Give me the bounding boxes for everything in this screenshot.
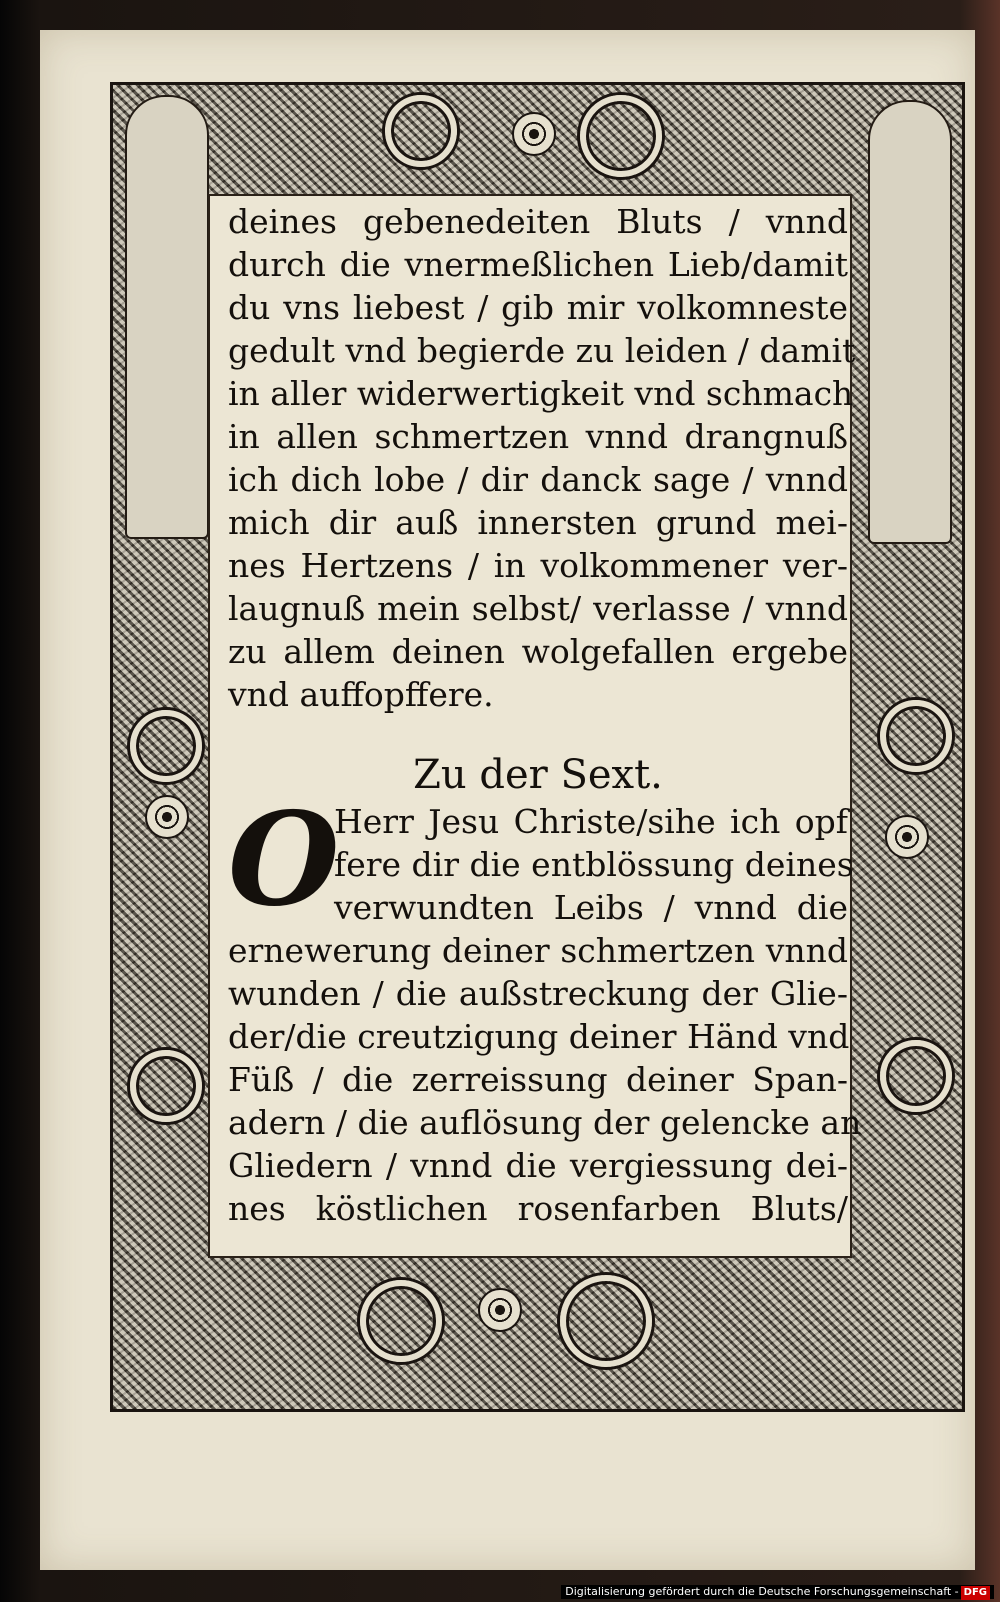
credit-text: Digitalisierung gefördert durch die Deutsche Forschungsgemeinschaft -: [565, 1585, 959, 1598]
text-line: vnd auffopffere.: [228, 675, 494, 714]
text-line: deines gebenedeiten Bluts / vnnd: [228, 202, 848, 241]
right-scroll-ornament: [880, 700, 952, 772]
text-line: ich dich lobe / dir danck sage / vnnd: [228, 460, 848, 499]
right-figure-ornament: [868, 100, 952, 544]
text-line: laugnuß mein selbst/ verlasse / vnnd: [228, 589, 848, 628]
text-line: mich dir auß innersten grund mei-: [228, 503, 848, 542]
bottom-scroll-ornament-2: [360, 1280, 442, 1362]
digitization-credit: [561, 1585, 994, 1599]
top-scroll-ornament-2: [385, 95, 457, 167]
text-line: der/die creutzigung deiner Händ vnd: [228, 1017, 850, 1056]
text-line: durch die vnermeßlichen Lieb/damit: [228, 245, 848, 284]
dfg-logo-icon: DFG: [961, 1586, 990, 1600]
text-line: in allen schmertzen vnnd drangnuß: [228, 417, 848, 456]
body-text: [228, 200, 856, 716]
section-text: [228, 800, 862, 1230]
top-scroll-ornament: [580, 95, 662, 177]
right-rosette-ornament: [885, 815, 929, 859]
left-rosette-ornament: [145, 795, 189, 839]
top-rosette-ornament: [512, 112, 556, 156]
text-line: du vns liebest / gib mir volkomneste: [228, 288, 848, 327]
text-line: gedult vnd begierde zu leiden / damit: [228, 331, 856, 370]
text-line: Gliedern / vnnd die vergiessung dei-: [228, 1146, 848, 1185]
left-scroll-ornament: [130, 710, 202, 782]
right-scroll-ornament-2: [880, 1040, 952, 1112]
text-line: nes Hertzens / in volkommener ver-: [228, 546, 848, 585]
bottom-rosette-ornament: [478, 1288, 522, 1332]
text-line: ernewerung deiner schmertzen vnnd: [228, 931, 848, 970]
text-line: Füß / die zerreissung deiner Span-: [228, 1060, 848, 1099]
left-scroll-ornament-2: [130, 1050, 202, 1122]
text-line: Herr Jesu Christe/sihe ich opf: [334, 802, 848, 841]
drop-cap-initial: O: [228, 785, 340, 935]
text-line: fere dir die entblössung deines: [334, 845, 854, 884]
text-line: adern / die auflösung der gelencke an: [228, 1103, 862, 1142]
bottom-scroll-ornament: [560, 1275, 652, 1367]
text-line: nes köstlichen rosenfarben Bluts/: [228, 1189, 848, 1228]
left-figure-ornament: [125, 95, 209, 539]
text-line: zu allem deinen wolgefallen ergebe: [228, 632, 848, 671]
text-line: verwundten Leibs / vnnd die: [334, 888, 848, 927]
text-line: wunden / die außstreckung der Glie-: [228, 974, 848, 1013]
text-line: in aller widerwertigkeit vnd schmach: [228, 374, 854, 413]
section-heading: Zu der Sext.: [413, 752, 663, 798]
